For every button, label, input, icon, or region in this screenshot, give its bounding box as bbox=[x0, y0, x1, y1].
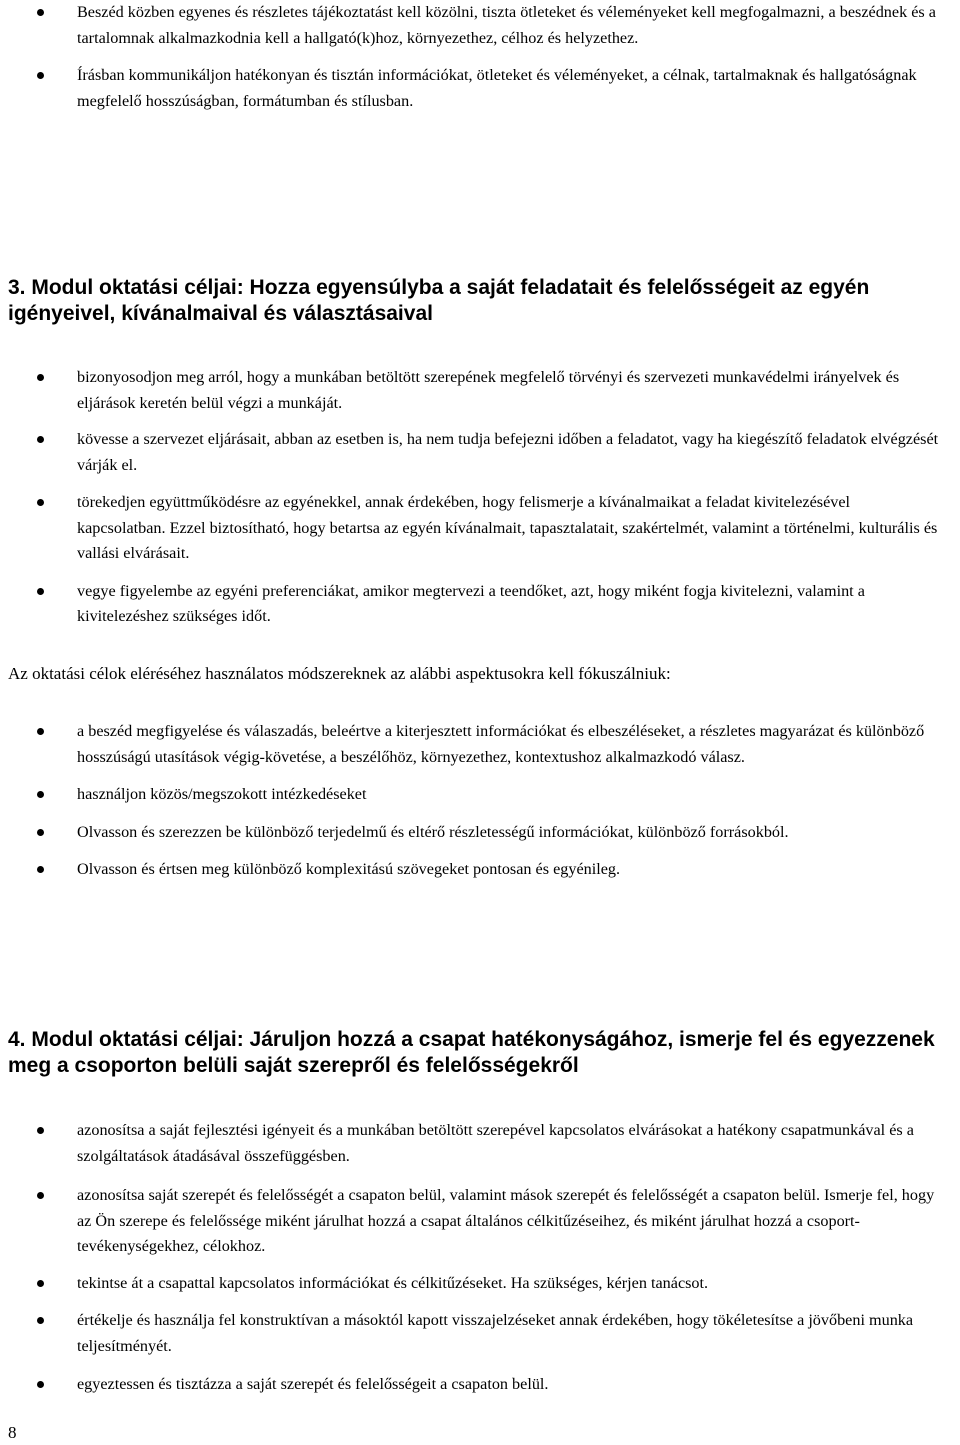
list-item: Olvasson és értsen meg különböző komplexitású szövegeket pontosan és egyénileg. bbox=[0, 857, 960, 883]
list-item: Írásban kommunikáljon hatékonyan és tisztán információkat, ötleteket és véleményeket, a célnak, tartalmaknak és hallgatóságnak megfelelő hosszúságban, formátumban és stílusban. bbox=[0, 63, 960, 114]
module-3-heading: 3. Modul oktatási céljai: Hozza egyensúlyba a saját feladatait és felelősségeit az egyén igényeivel, kívánalmaival és választásaival bbox=[8, 276, 870, 325]
list-item: használjon közös/megszokott intézkedéseket bbox=[0, 782, 960, 808]
module-4-objectives-list bbox=[0, 1118, 960, 1398]
list-item: Olvasson és szerezzen be különböző terjedelmű és eltérő részletességű információkat, különböző forrásokból. bbox=[0, 820, 960, 846]
list-item: bizonyosodjon meg arról, hogy a munkában betöltött szerepének megfelelő törvényi és szervezeti munkavédelmi irányelvek és eljárások keretén belül végzi a munkáját. bbox=[0, 365, 960, 416]
top-bullet-list bbox=[0, 0, 960, 114]
list-item: egyeztessen és tisztázza a saját szerepét és felelősségeit a csapaton belül. bbox=[0, 1372, 960, 1398]
list-item: azonosítsa a saját fejlesztési igényeit és a munkában betöltött szerepével kapcsolatos elvárásokat a hatékony csapatmunkával és a szolgáltatások átadásával összefüggésben. bbox=[0, 1118, 960, 1169]
list-item: értékelje és használja fel konstruktívan a másoktól kapott visszajelzéseket annak érdekében, hogy tökéletesítse a jövőbeni munka teljesítményét. bbox=[0, 1308, 960, 1359]
list-item: kövesse a szervezet eljárásait, abban az esetben is, ha nem tudja befejezni időben a feladatot, vagy ha kiegészítő feladatok elvégzését várják el. bbox=[0, 427, 960, 478]
list-item: Beszéd közben egyenes és részletes tájékoztatást kell közölni, tiszta ötleteket és véleményeket kell megfogalmazni, a beszédnek és a tartalomnak alkalmazkodnia kell a hallgató(k)hoz, környezethez, célhoz és helyzethez. bbox=[0, 0, 960, 51]
module-4-heading: 4. Modul oktatási céljai: Járuljon hozzá a csapat hatékonyságához, ismerje fel és egyezzenek meg a csoporton belüli saját szerepről és felelősségekről bbox=[8, 1028, 935, 1077]
page-number: 8 bbox=[8, 1423, 17, 1442]
list-item: azonosítsa saját szerepét és felelősségét a csapaton belül, valamint mások szerepét és felelősségét a csapaton belül. Ismerje fel, hogy az Ön szerepe és felelőssége miként járulhat hozzá a csapat általános célkitűzéseihez, és miként járulhat hozzá a csoport-tevékenységekhez, célokhoz. bbox=[0, 1183, 960, 1260]
list-item: vegye figyelembe az egyéni preferenciákat, amikor megtervezi a teendőket, azt, hogy miként fogja kivitelezni, valamint a kivitelezéshez szükséges időt. bbox=[0, 579, 960, 630]
methods-list bbox=[0, 719, 960, 883]
module-3-objectives-list bbox=[0, 365, 960, 630]
list-item: a beszéd megfigyelése és válaszadás, beleértve a kiterjesztett információkat és elbeszéléseket, a részletes magyarázat és különböző hosszúságú utasítások végig-követése, a beszélőhöz, környezethez, kontextushoz alkalmazkodó válasz. bbox=[0, 719, 960, 770]
methods-intro: Az oktatási célok eléréséhez használatos módszereknek az alábbi aspektusokra kell fókuszálniuk: bbox=[8, 664, 671, 683]
list-item: törekedjen együttműködésre az egyénekkel, annak érdekében, hogy felismerje a kívánalmaikat a feladat kivitelezésével kapcsolatban. Ezzel biztosítható, hogy betartsa az egyén kívánalmait, tapasztalatait, szakértelmét, valamint a történelmi, kulturális és vallási elvárásait. bbox=[0, 490, 960, 567]
list-item: tekintse át a csapattal kapcsolatos információkat és célkitűzéseket. Ha szükséges, kérjen tanácsot. bbox=[0, 1271, 960, 1297]
